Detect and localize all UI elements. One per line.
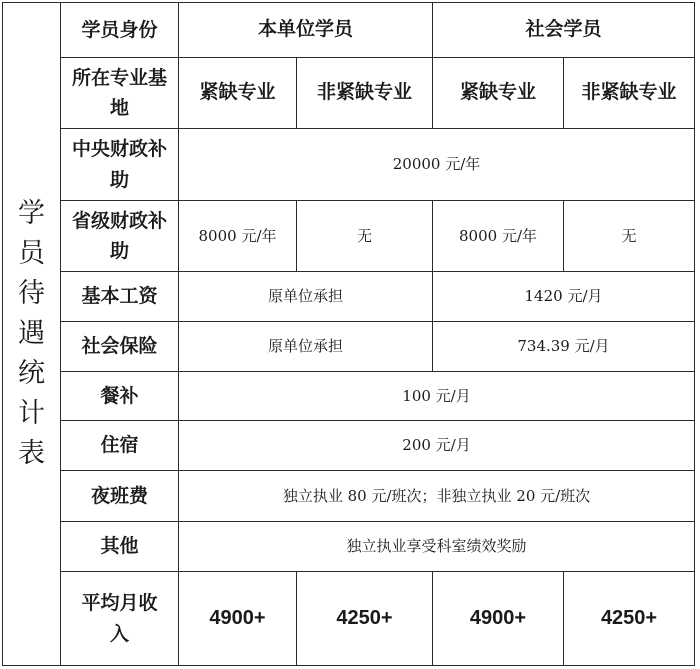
label-meal: 餐补: [61, 372, 179, 421]
label-salary: 基本工资: [61, 272, 179, 322]
salary-own-unit: 原单位承担: [179, 272, 433, 322]
label-night: 夜班费: [61, 471, 179, 522]
base-own-non-shortage: 非紧缺专业: [297, 58, 433, 129]
meal-value: 100 元/月: [179, 372, 695, 421]
other-value: 独立执业享受科室绩效奖励: [179, 522, 695, 572]
base-own-shortage: 紧缺专业: [179, 58, 297, 129]
header-social: 社会学员: [433, 3, 695, 58]
income-social-non-shortage: 4250+: [564, 572, 695, 666]
base-social-non-shortage: 非紧缺专业: [564, 58, 695, 129]
table-title: 学员待遇统计表: [18, 198, 45, 469]
header-own-unit: 本单位学员: [179, 3, 433, 58]
label-provincial: 省级财政补助: [61, 201, 179, 272]
label-income: 平均月收入: [61, 572, 179, 666]
row-identity: [3, 3, 695, 58]
salary-social: 1420 元/月: [433, 272, 695, 322]
provincial-social-shortage: 8000 元/年: [433, 201, 564, 272]
label-identity: 学员身份: [61, 3, 179, 58]
row-salary: [3, 272, 695, 322]
table-title-cell: [3, 3, 61, 666]
row-base: [3, 58, 695, 129]
base-social-shortage: 紧缺专业: [433, 58, 564, 129]
night-value: 独立执业 80 元/班次；非独立执业 20 元/班次: [179, 471, 695, 522]
central-value: 20000 元/年: [179, 129, 695, 201]
insurance-own-unit: 原单位承担: [179, 322, 433, 372]
label-central: 中央财政补助: [61, 129, 179, 201]
row-insurance: [3, 322, 695, 372]
row-provincial: [3, 201, 695, 272]
income-social-shortage: 4900+: [433, 572, 564, 666]
row-housing: [3, 421, 695, 471]
row-meal: [3, 372, 695, 421]
provincial-own-non-shortage: 无: [297, 201, 433, 272]
income-own-non-shortage: 4250+: [297, 572, 433, 666]
benefits-table: [2, 2, 695, 666]
label-insurance: 社会保险: [61, 322, 179, 372]
row-night: [3, 471, 695, 522]
row-other: [3, 522, 695, 572]
row-income: [3, 572, 695, 666]
row-central: [3, 129, 695, 201]
provincial-social-non-shortage: 无: [564, 201, 695, 272]
label-other: 其他: [61, 522, 179, 572]
label-housing: 住宿: [61, 421, 179, 471]
label-base: 所在专业基地: [61, 58, 179, 129]
insurance-social: 734.39 元/月: [433, 322, 695, 372]
income-own-shortage: 4900+: [179, 572, 297, 666]
provincial-own-shortage: 8000 元/年: [179, 201, 297, 272]
housing-value: 200 元/月: [179, 421, 695, 471]
